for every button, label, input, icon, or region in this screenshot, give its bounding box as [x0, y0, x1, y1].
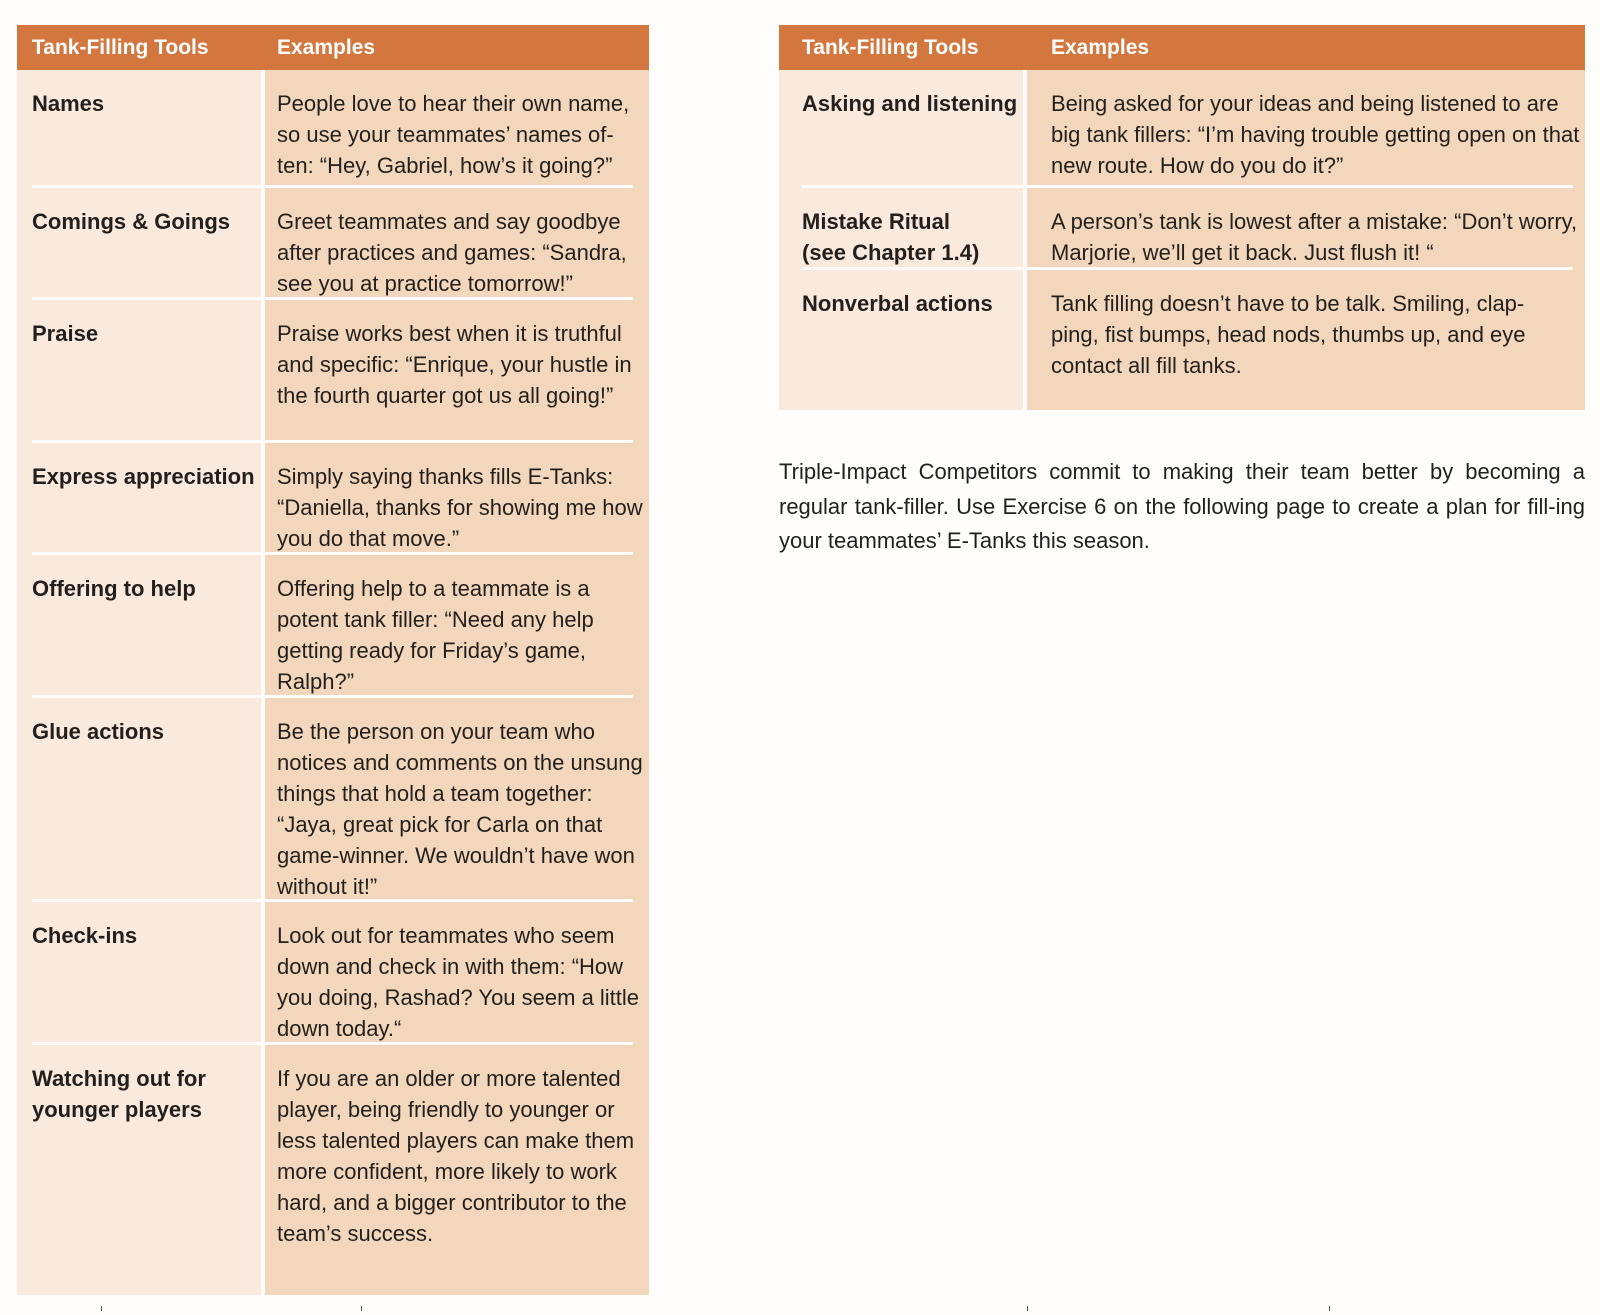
right-header-tool: Tank-Filling Tools: [802, 36, 979, 59]
tool-example: Being asked for your ideas and being listened to are big tank fillers: “I’m having trouble getting open on that new route. How do you do it?”: [1051, 91, 1580, 178]
right-table-header: [779, 25, 1585, 70]
tool-example: Offering help to a teammate is a potent tank filler: “Need any help getting ready for Friday’s game, Ralph?”: [277, 576, 594, 694]
tool-name: Comings & Goings: [32, 209, 230, 234]
tool-name: Asking and listening: [802, 91, 1018, 116]
left-header-tool: Tank-Filling Tools: [32, 36, 209, 59]
tool-name: Offering to help: [32, 576, 196, 601]
table-row: [779, 270, 1585, 410]
tool-example: Look out for teammates who seem down and check in with them: “How you doing, Rashad? You seem a little down today.“: [277, 923, 640, 1041]
trim-mark: [101, 1306, 102, 1311]
tool-name: Names: [32, 91, 105, 116]
table-row: [779, 70, 1585, 188]
right-header-examples: Examples: [1051, 36, 1150, 59]
tool-example: Be the person on your team who notices and comments on the unsung things that hold a team together: “Jaya, great pick for Carla on that game-winner. We wouldn’t have won without it!”: [277, 719, 643, 899]
tool-example: People love to hear their own name, so use your teammates’ names of-ten: “Hey, Gabriel, how’s it going?”: [277, 91, 630, 178]
trim-mark: [1027, 1306, 1028, 1311]
table-row: [17, 1045, 649, 1250]
body-paragraph: Triple-Impact Competitors commit to making their team better by becoming a regular tank-filler. Use Exercise 6 on the following page to create a plan for fill-ing your teammates’ E-Tanks this season.: [779, 459, 1585, 553]
tool-name: Praise: [32, 321, 99, 346]
table-row: [17, 555, 649, 698]
tool-example: If you are an older or more talented player, being friendly to younger or less talented players can make them more confident, more likely to work hard, and a bigger contributor to the team’s success.: [277, 1066, 635, 1246]
tool-name: Glue actions: [32, 719, 165, 744]
left-header-examples: Examples: [277, 36, 376, 59]
tool-example: A person’s tank is lowest after a mistake: “Don’t worry, Marjorie, we’ll get it back. Just flush it! “: [1051, 209, 1578, 265]
tool-example: Greet teammates and say goodbye after practices and games: “Sandra, see you at practice tomorrow!”: [277, 209, 627, 296]
table-row: [17, 70, 649, 188]
table-row: [17, 902, 649, 1045]
trim-mark: [1329, 1306, 1330, 1311]
table-row: [17, 698, 649, 902]
table-row: [779, 188, 1585, 270]
trim-mark: [361, 1306, 362, 1311]
tool-example: Praise works best when it is truthful and specific: “Enrique, your hustle in the fourth quarter got us all going!”: [277, 321, 632, 408]
tool-name: Mistake Ritual (see Chapter 1.4): [802, 209, 980, 265]
tool-example: Simply saying thanks fills E-Tanks: “Daniella, thanks for showing me how you do that move.”: [277, 464, 643, 551]
right-table: [779, 25, 1585, 410]
tool-name: Nonverbal actions: [802, 291, 993, 316]
table-row: [17, 443, 649, 555]
left-table: [17, 25, 649, 1295]
table-row: [17, 188, 649, 300]
tool-name: Check-ins: [32, 923, 138, 948]
left-table-header: [17, 25, 649, 70]
tool-example: Tank filling doesn’t have to be talk. Smiling, clap-ping, fist bumps, head nods, thumbs up, and eye contact all fill tanks.: [1051, 291, 1526, 378]
tool-name: Watching out for younger players: [32, 1066, 206, 1122]
tool-name: Express appreciation: [32, 464, 255, 489]
table-row: [17, 300, 649, 443]
